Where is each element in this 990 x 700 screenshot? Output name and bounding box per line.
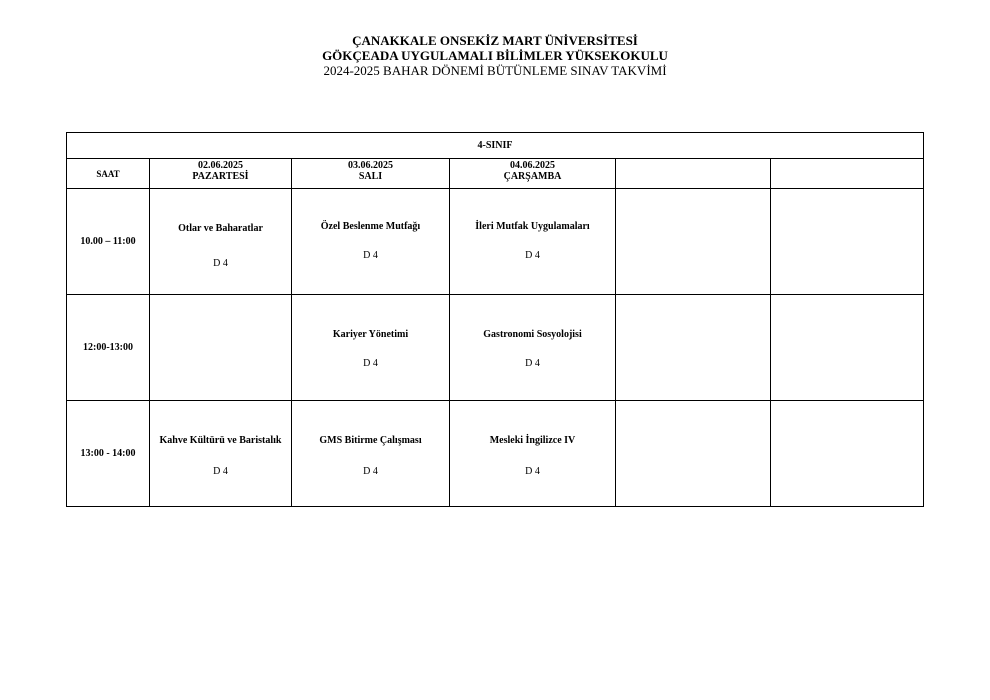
course-name: Otlar ve Baharatlar	[178, 223, 263, 234]
exam-cell	[616, 189, 771, 295]
room-label: D 4	[213, 258, 228, 269]
course-name: Kariyer Yönetimi	[332, 329, 409, 340]
schedule-title: 2024-2025 BAHAR DÖNEMİ BÜTÜNLEME SINAV TAKVİMİ	[323, 63, 667, 78]
exam-cell	[450, 401, 616, 507]
exam-cell	[616, 401, 771, 507]
room-label: D 4	[363, 358, 378, 369]
exam-cell	[771, 401, 924, 507]
day-header-4	[616, 159, 771, 189]
day-date: 02.06.2025	[198, 160, 243, 171]
exam-cell	[450, 295, 616, 401]
room-label: D 4	[363, 466, 378, 477]
day-header-5	[771, 159, 924, 189]
document-header	[0, 33, 990, 78]
day-name: ÇARŞAMBA	[503, 171, 562, 182]
exam-cell	[292, 401, 450, 507]
class-title-row	[67, 133, 924, 159]
course-name: Özel Beslenme Mutfağı	[320, 221, 421, 232]
exam-cell	[450, 189, 616, 295]
day-header-3	[450, 159, 616, 189]
time-slot: 13:00 - 14:00	[67, 401, 150, 507]
time-slot: 12:00-13:00	[67, 295, 150, 401]
course-name: Kahve Kültürü ve Baristalık	[159, 435, 282, 446]
exam-cell	[771, 295, 924, 401]
room-label: D 4	[213, 466, 228, 477]
time-slot-row	[67, 189, 924, 295]
exam-cell	[150, 401, 292, 507]
exam-cell	[150, 189, 292, 295]
day-date: 04.06.2025	[510, 160, 555, 171]
room-label: D 4	[525, 466, 540, 477]
day-header-2	[292, 159, 450, 189]
time-slot-row	[67, 401, 924, 507]
exam-cell	[616, 295, 771, 401]
exam-cell	[150, 295, 292, 401]
day-header-1	[150, 159, 292, 189]
exam-schedule-table	[66, 132, 924, 507]
day-name: SALI	[358, 171, 383, 182]
course-name: Gastronomi Sosyolojisi	[483, 329, 582, 340]
room-label: D 4	[525, 358, 540, 369]
course-name: İleri Mutfak Uygulamaları	[475, 221, 590, 232]
day-date: 03.06.2025	[348, 160, 393, 171]
saat-header: SAAT	[67, 159, 150, 189]
room-label: D 4	[363, 250, 378, 261]
course-name: Mesleki İngilizce IV	[489, 435, 576, 446]
course-name: GMS Bitirme Çalışması	[319, 435, 422, 446]
room-label: D 4	[525, 250, 540, 261]
time-slot-row	[67, 295, 924, 401]
time-slot: 10.00 – 11:00	[67, 189, 150, 295]
exam-cell	[771, 189, 924, 295]
university-name: ÇANAKKALE ONSEKİZ MART ÜNİVERSİTESİ	[352, 33, 638, 48]
exam-cell	[292, 189, 450, 295]
day-name: PAZARTESİ	[192, 171, 249, 182]
school-name: GÖKÇEADA UYGULAMALI BİLİMLER YÜKSEKOKULU	[322, 48, 668, 63]
class-title: 4-SINIF	[67, 133, 924, 159]
exam-cell	[292, 295, 450, 401]
day-header-row	[67, 159, 924, 189]
